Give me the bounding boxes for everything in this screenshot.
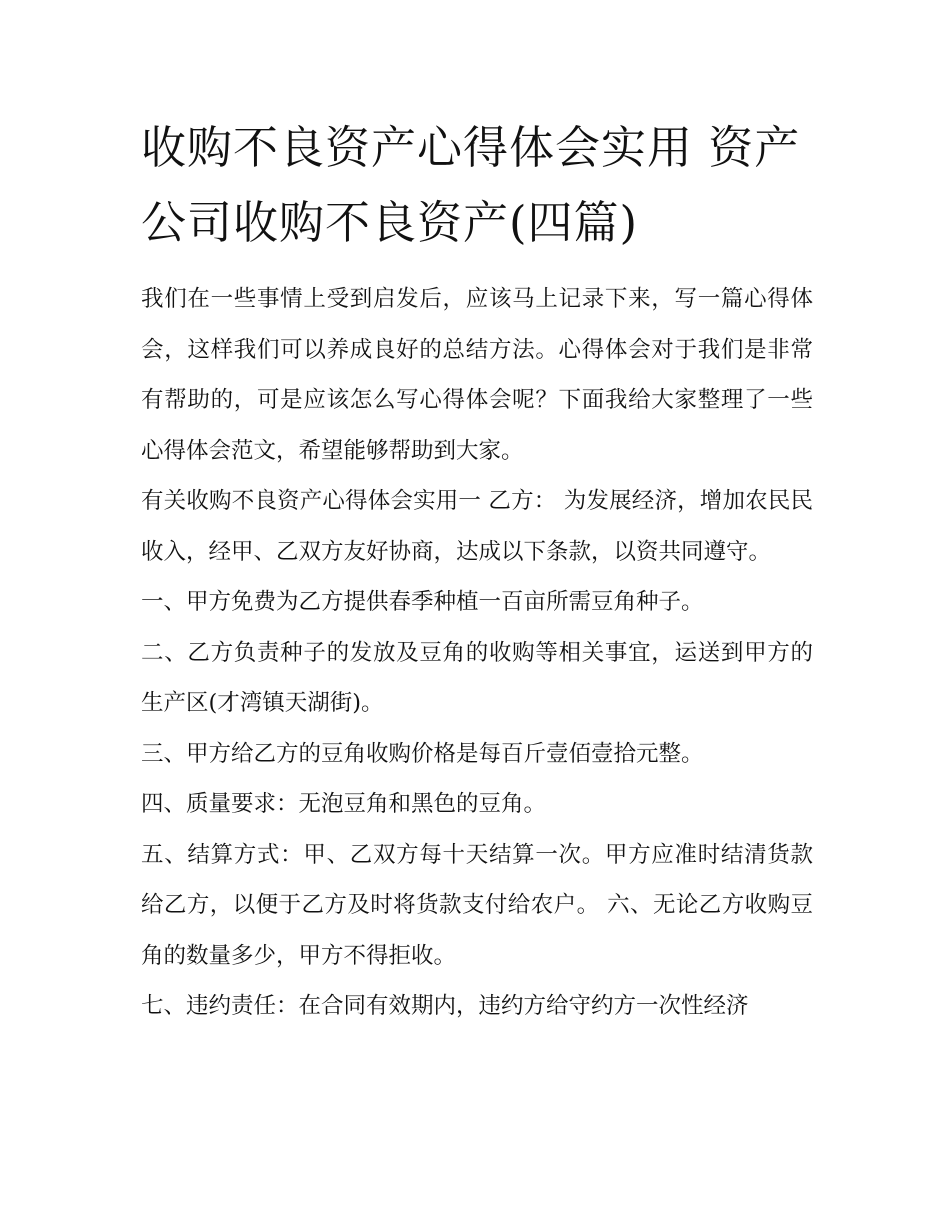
intro-paragraph: 我们在一些事情上受到启发后，应该马上记录下来，写一篇心得体会，这样我们可以养成良好的总结方法。心得体会对于我们是非常有帮助的，可是应该怎么写心得体会呢？下面我给大家整理了一些心得体会范文，希望能够帮助到大家。 — [141, 286, 813, 464]
clause-three: 三、甲方给乙方的豆角收购价格是每百斤壹佰壹拾元整。 — [141, 740, 704, 767]
document-page — [141, 110, 813, 1032]
document-title: 收购不良资产心得体会实用 资产公司收购不良资产(四篇) — [141, 121, 801, 249]
clause-seven: 七、违约责任：在合同有效期内，违约方给守约方一次性经济 — [141, 993, 749, 1019]
clause-five: 五、结算方式：甲、乙双方每十天结算一次。甲方应准时结清货款给乙方，以便于乙方及时将货款支付给农户。 六、无论乙方收购豆角的数量多少，甲方不得拒收。 — [141, 841, 813, 969]
article-one-paragraph: 有关收购不良资产心得体会实用一 乙方： 为发展经济，增加农民民收入，经甲、乙双方友好协商，达成以下条款，以资共同遵守。 — [141, 488, 813, 565]
clause-four: 四、质量要求：无泡豆角和黑色的豆角。 — [141, 791, 547, 817]
clause-two: 二、乙方负责种子的发放及豆角的收购等相关事宜，运送到甲方的生产区(才湾镇天湖街)。 — [141, 639, 813, 716]
clause-one: 一、甲方免费为乙方提供春季种植一百亩所需豆角种子。 — [141, 589, 704, 615]
